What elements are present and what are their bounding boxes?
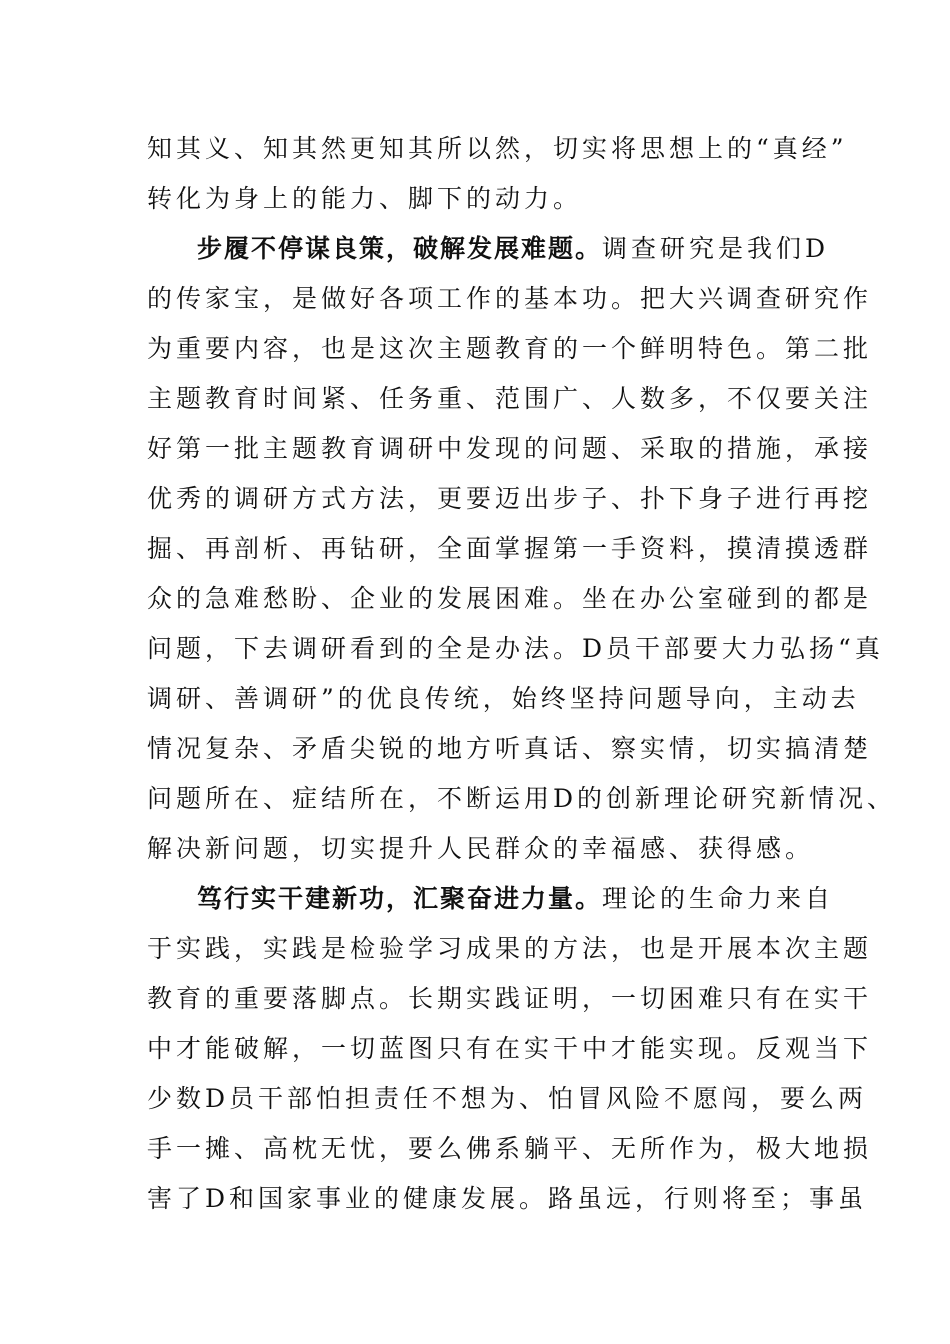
paragraph-3-line-5: 少数D员干部怕担责任不想为、怕冒风险不愿闯，要么两 — [147, 1084, 868, 1113]
paragraph-2-line-9: 问题，下去调研看到的全是办法。D员干部要大力弘扬“真 — [147, 634, 884, 663]
paragraph-2-line-11: 情况复杂、矛盾尖锐的地方听真话、察实情，切实搞清楚 — [147, 734, 873, 763]
paragraph-2-first-line-text: 调查研究是我们D — [602, 234, 830, 263]
paragraph-3-line-4: 中才能破解，一切蓝图只有在实干中才能实现。反观当下 — [147, 1034, 873, 1063]
paragraph-3-heading: 笃行实干建新功，汇聚奋进力量。 — [197, 884, 603, 913]
paragraph-3-first-line-text: 理论的生命力来自 — [602, 884, 835, 913]
paragraph-2-heading: 步履不停谋良策，破解发展难题。 — [197, 234, 603, 263]
paragraph-2-line-8: 众的急难愁盼、企业的发展困难。坐在办公室碰到的都是 — [147, 584, 873, 613]
paragraph-2-line-1 — [147, 224, 847, 274]
paragraph-1-line-1: 知其义、知其然更知其所以然，切实将思想上的“真经” — [147, 134, 848, 163]
paragraph-2-line-12: 问题所在、症结所在，不断运用D的创新理论研究新情况、 — [147, 784, 897, 813]
paragraph-3-line-6: 手一摊、高枕无忧，要么佛系躺平、无所作为，极大地损 — [147, 1134, 873, 1163]
paragraph-3-line-3: 教育的重要落脚点。长期实践证明，一切困难只有在实干 — [147, 984, 873, 1013]
paragraph-2-line-10: 调研、善调研”的优良传统，始终坚持问题导向，主动去 — [147, 684, 860, 713]
document-body — [147, 124, 897, 1224]
paragraph-2-line-3: 为重要内容，也是这次主题教育的一个鲜明特色。第二批 — [147, 334, 873, 363]
paragraph-2-line-2: 的传家宝，是做好各项工作的基本功。把大兴调查研究作 — [147, 284, 873, 313]
paragraph-3-line-2: 于实践，实践是检验学习成果的方法，也是开展本次主题 — [147, 934, 873, 963]
paragraph-2-line-4: 主题教育时间紧、任务重、范围广、人数多，不仅要关注 — [147, 384, 873, 413]
paragraph-2-line-13: 解决新问题，切实提升人民群众的幸福感、获得感。 — [147, 834, 815, 863]
paragraph-2-line-6: 优秀的调研方式方法，更要迈出步子、扑下身子进行再挖 — [147, 484, 873, 513]
paragraph-2-line-5: 好第一批主题教育调研中发现的问题、采取的措施，承接 — [147, 434, 873, 463]
paragraph-2-line-7: 掘、再剖析、再钻研，全面掌握第一手资料，摸清摸透群 — [147, 534, 873, 563]
paragraph-3-line-1 — [147, 874, 847, 924]
paragraph-3-line-7: 害了D和国家事业的健康发展。路虽远，行则将至；事虽 — [147, 1184, 868, 1213]
paragraph-1-line-2: 转化为身上的能力、脚下的动力。 — [147, 184, 583, 213]
